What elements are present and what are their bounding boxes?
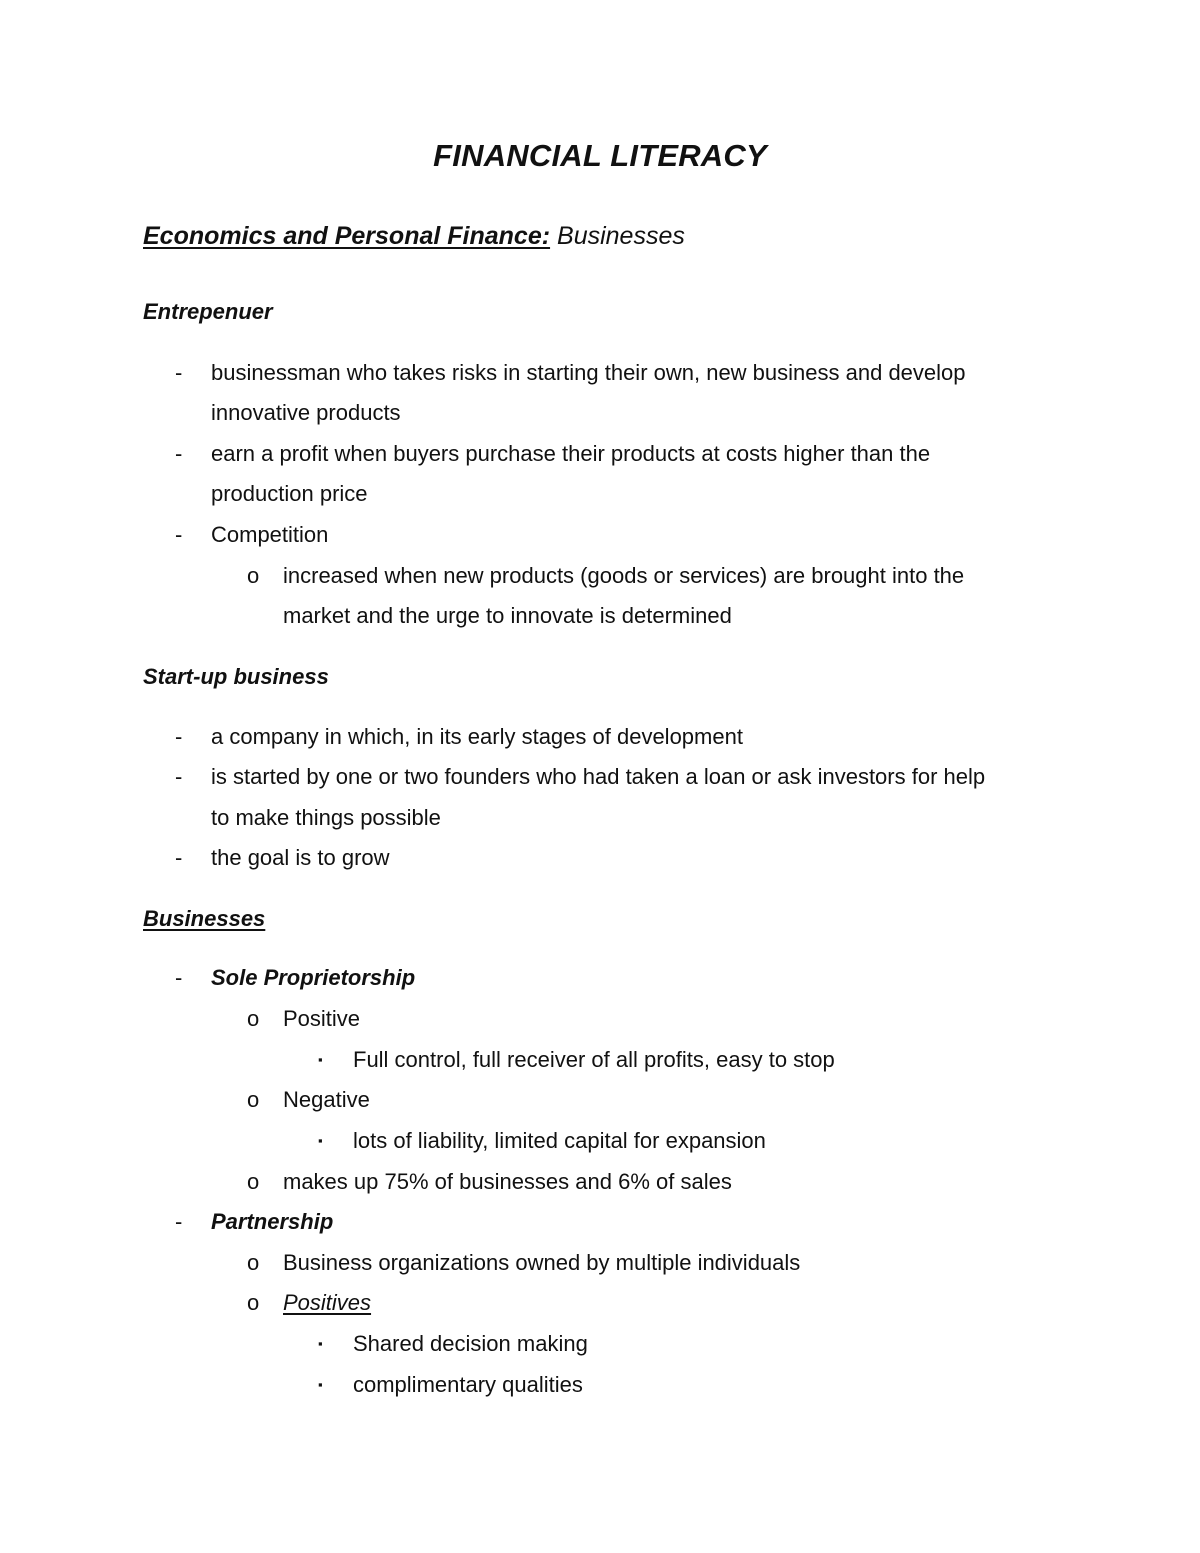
- circle-bullet: o: [247, 1250, 260, 1275]
- list-item-continuation: innovative products: [211, 400, 401, 425]
- sub-sub-list-item: Shared decision making: [353, 1331, 588, 1356]
- sub-list-item: makes up 75% of businesses and 6% of sales: [283, 1169, 732, 1194]
- dash-bullet: -: [175, 1209, 183, 1234]
- circle-bullet: o: [247, 563, 260, 588]
- section-heading-entrepreneur: Entrepenuer: [143, 299, 273, 324]
- list-item: Competition: [211, 522, 329, 547]
- section-heading-businesses: Businesses: [143, 906, 266, 931]
- document-title: FINANCIAL LITERACY: [433, 138, 767, 173]
- list-item-continuation: to make things possible: [211, 805, 441, 830]
- square-bullet: ▪: [318, 1052, 323, 1067]
- list-item-continuation: production price: [211, 481, 368, 506]
- document-subtitle: [143, 222, 685, 251]
- list-item: the goal is to grow: [211, 845, 390, 870]
- list-item: earn a profit when buyers purchase their products at costs higher than the: [211, 441, 931, 466]
- business-type-sole-proprietorship: Sole Proprietorship: [211, 965, 416, 990]
- list-item: businessman who takes risks in starting their own, new business and develop: [211, 360, 966, 385]
- sub-sub-list-item: lots of liability, limited capital for expansion: [353, 1128, 766, 1153]
- dash-bullet: -: [175, 441, 183, 466]
- list-item: a company in which, in its early stages of development: [211, 724, 743, 749]
- sub-list-item: Positives: [283, 1290, 372, 1315]
- sub-list-item: Positive: [283, 1006, 361, 1031]
- square-bullet: ▪: [318, 1377, 323, 1392]
- business-type-partnership: Partnership: [211, 1209, 334, 1234]
- circle-bullet: o: [247, 1290, 260, 1315]
- sub-list-item: increased when new products (goods or services) are brought into the: [283, 563, 965, 588]
- circle-bullet: o: [247, 1006, 260, 1031]
- dash-bullet: -: [175, 724, 183, 749]
- dash-bullet: -: [175, 764, 183, 789]
- section-heading-startup: Start-up business: [143, 664, 329, 689]
- circle-bullet: o: [247, 1169, 260, 1194]
- circle-bullet: o: [247, 1087, 260, 1112]
- sub-sub-list-item: complimentary qualities: [353, 1372, 583, 1397]
- sub-list-item-continuation: market and the urge to innovate is determined: [283, 603, 732, 628]
- dash-bullet: -: [175, 360, 183, 385]
- sub-list-item: Negative: [283, 1087, 370, 1112]
- dash-bullet: -: [175, 845, 183, 870]
- subtitle-topic: Businesses: [557, 222, 685, 250]
- list-item: is started by one or two founders who had taken a loan or ask investors for help: [211, 764, 986, 789]
- subtitle-label: Economics and Personal Finance:: [143, 222, 551, 250]
- sub-sub-list-item: Full control, full receiver of all profits, easy to stop: [353, 1047, 835, 1072]
- dash-bullet: -: [175, 522, 183, 547]
- sub-list-item: Business organizations owned by multiple individuals: [283, 1250, 801, 1275]
- square-bullet: ▪: [318, 1133, 323, 1148]
- square-bullet: ▪: [318, 1336, 323, 1351]
- dash-bullet: -: [175, 965, 183, 990]
